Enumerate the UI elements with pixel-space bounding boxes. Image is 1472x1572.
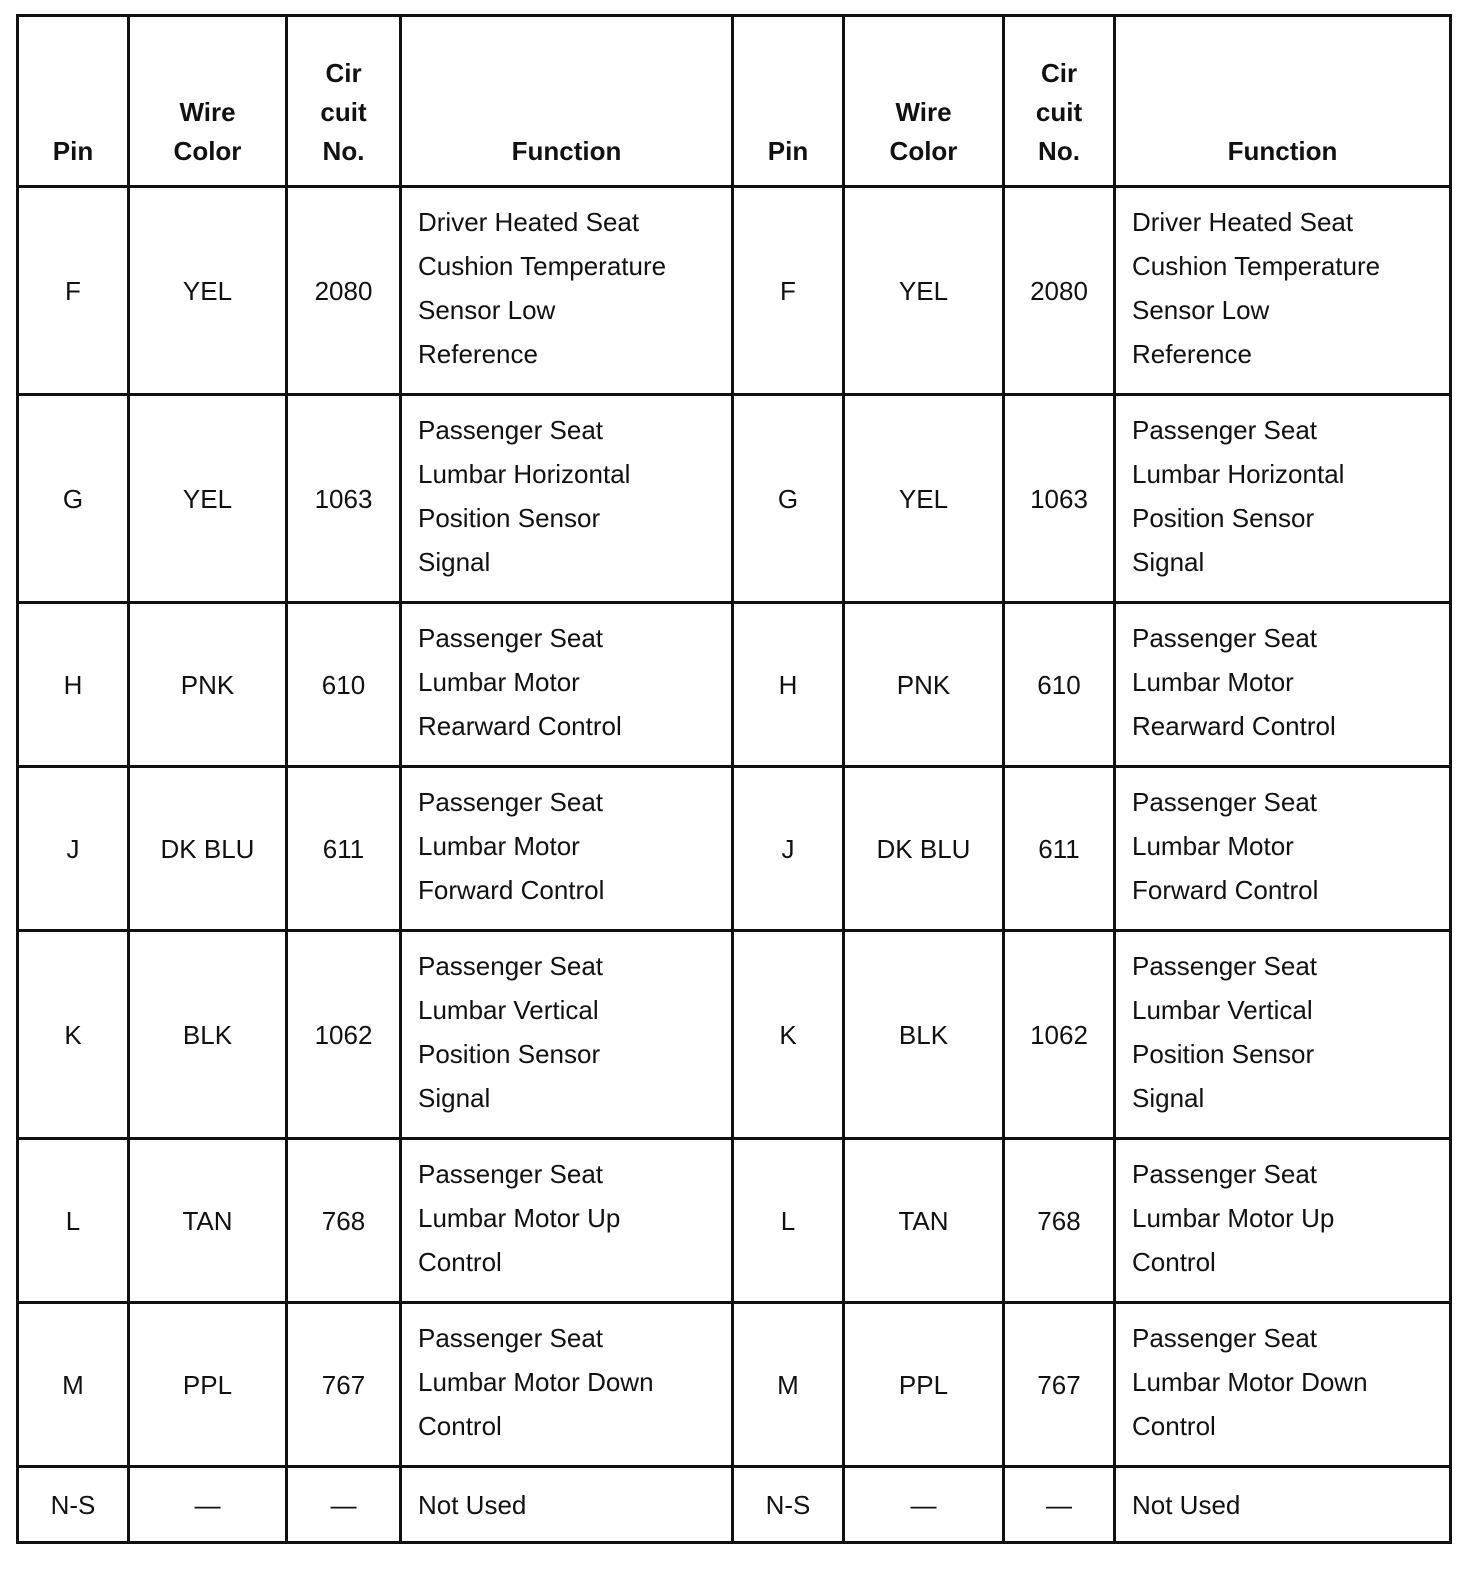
- header-circuit-no: [287, 16, 401, 187]
- function-cell: [1115, 931, 1451, 1139]
- circuit-number-cell: 1063: [287, 395, 401, 603]
- connector-pinout-table: [16, 14, 1452, 1544]
- wire-color-cell: —: [129, 1467, 287, 1543]
- circuit-number-cell: 1062: [1004, 931, 1115, 1139]
- header-wire-color-line2: Color: [889, 136, 958, 166]
- function-cell: [401, 1467, 733, 1543]
- pin-cell: K: [18, 931, 129, 1139]
- wire-color-cell: PPL: [129, 1303, 287, 1467]
- circuit-number-cell: 768: [287, 1139, 401, 1303]
- function-cell: [1115, 767, 1451, 931]
- wire-color-cell: PNK: [129, 603, 287, 767]
- circuit-number-cell: —: [1004, 1467, 1115, 1543]
- circuit-number-cell: —: [287, 1467, 401, 1543]
- function-line: Sensor Low: [418, 295, 556, 325]
- pin-cell: G: [733, 395, 844, 603]
- function-line: Forward Control: [1132, 875, 1319, 905]
- function-line: Not Used: [1132, 1489, 1241, 1520]
- pin-cell: H: [18, 603, 129, 767]
- function-cell: [1115, 603, 1451, 767]
- function-cell: [1115, 1467, 1451, 1543]
- function-cell: [1115, 1303, 1451, 1467]
- table-row: [18, 1467, 1451, 1543]
- circuit-number-cell: 768: [1004, 1139, 1115, 1303]
- header-pin-label: Pin: [767, 136, 809, 166]
- function-line: Reference: [418, 339, 538, 369]
- function-line: Control: [418, 1247, 502, 1277]
- header-wire-color-line1: Wire: [179, 97, 236, 127]
- wire-color-cell: DK BLU: [844, 767, 1004, 931]
- header-wire-color-line2: Color: [173, 136, 242, 166]
- table-row: [18, 395, 1451, 603]
- circuit-number-cell: 2080: [287, 187, 401, 395]
- function-line: Lumbar Motor: [1132, 667, 1294, 697]
- function-line: Lumbar Motor: [418, 831, 580, 861]
- function-line: Passenger Seat: [1132, 787, 1318, 817]
- function-line: Passenger Seat: [418, 415, 604, 445]
- header-function-right: [1115, 16, 1451, 187]
- pin-cell: M: [18, 1303, 129, 1467]
- function-line: Passenger Seat: [1132, 623, 1318, 653]
- function-line: Position Sensor: [1132, 1039, 1315, 1069]
- table-row: [18, 603, 1451, 767]
- function-cell: [401, 1303, 733, 1467]
- function-cell: [401, 187, 733, 395]
- pin-cell: N-S: [18, 1467, 129, 1543]
- wire-color-cell: TAN: [844, 1139, 1004, 1303]
- pin-cell: L: [18, 1139, 129, 1303]
- function-line: Rearward Control: [418, 711, 622, 741]
- header-circuit-line2: cuit: [320, 97, 367, 127]
- header-circuit-line1: Cir: [1040, 58, 1078, 88]
- function-line: Rearward Control: [1132, 711, 1336, 741]
- function-line: Lumbar Motor Up: [418, 1203, 621, 1233]
- pinout-body: [18, 187, 1451, 1543]
- pin-cell: G: [18, 395, 129, 603]
- pin-cell: H: [733, 603, 844, 767]
- header-function: [401, 16, 733, 187]
- function-line: Control: [418, 1411, 502, 1441]
- pin-cell: J: [733, 767, 844, 931]
- function-line: Lumbar Motor Up: [1132, 1203, 1335, 1233]
- function-line: Driver Heated Seat: [1132, 207, 1354, 237]
- circuit-number-cell: 611: [1004, 767, 1115, 931]
- table-row: [18, 767, 1451, 931]
- pin-cell: N-S: [733, 1467, 844, 1543]
- pin-cell: K: [733, 931, 844, 1139]
- function-line: Lumbar Horizontal: [1132, 459, 1345, 489]
- header-wire-color: [129, 16, 287, 187]
- circuit-number-cell: 1062: [287, 931, 401, 1139]
- function-line: Passenger Seat: [418, 1159, 604, 1189]
- pin-cell: L: [733, 1139, 844, 1303]
- function-line: Forward Control: [418, 875, 605, 905]
- function-line: Position Sensor: [418, 503, 601, 533]
- header-pin-right: [733, 16, 844, 187]
- function-line: Sensor Low: [1132, 295, 1270, 325]
- wire-color-cell: YEL: [129, 187, 287, 395]
- function-line: Passenger Seat: [418, 623, 604, 653]
- circuit-number-cell: 610: [1004, 603, 1115, 767]
- function-cell: [401, 931, 733, 1139]
- function-line: Passenger Seat: [1132, 415, 1318, 445]
- function-cell: [1115, 395, 1451, 603]
- header-circuit-line2: cuit: [1035, 97, 1083, 127]
- header-row: [18, 16, 1451, 187]
- function-line: Position Sensor: [1132, 503, 1315, 533]
- wire-color-cell: PNK: [844, 603, 1004, 767]
- wire-color-cell: DK BLU: [129, 767, 287, 931]
- function-line: Lumbar Vertical: [1132, 995, 1313, 1025]
- function-line: Signal: [1132, 547, 1205, 577]
- function-line: Driver Heated Seat: [418, 207, 640, 237]
- function-line: Passenger Seat: [1132, 951, 1318, 981]
- header-function-label: Function: [511, 136, 622, 166]
- circuit-number-cell: 1063: [1004, 395, 1115, 603]
- header-wire-color-line1: Wire: [895, 97, 952, 127]
- function-cell: [1115, 1139, 1451, 1303]
- header-function-label: Function: [1227, 136, 1338, 166]
- function-line: Signal: [418, 547, 491, 577]
- function-line: Passenger Seat: [418, 787, 604, 817]
- wire-color-cell: YEL: [129, 395, 287, 603]
- circuit-number-cell: 611: [287, 767, 401, 931]
- circuit-number-cell: 767: [287, 1303, 401, 1467]
- function-line: Passenger Seat: [1132, 1159, 1318, 1189]
- function-line: Lumbar Motor Down: [1132, 1367, 1368, 1397]
- function-line: Signal: [1132, 1083, 1205, 1113]
- function-line: Position Sensor: [418, 1039, 601, 1069]
- function-line: Passenger Seat: [1132, 1323, 1318, 1353]
- circuit-number-cell: 767: [1004, 1303, 1115, 1467]
- table-row: [18, 1139, 1451, 1303]
- wire-color-cell: BLK: [844, 931, 1004, 1139]
- table-row: [18, 1303, 1451, 1467]
- wire-color-cell: PPL: [844, 1303, 1004, 1467]
- header-pin: [18, 16, 129, 187]
- pin-cell: F: [733, 187, 844, 395]
- table-row: [18, 931, 1451, 1139]
- wire-color-cell: YEL: [844, 395, 1004, 603]
- pin-cell: M: [733, 1303, 844, 1467]
- function-line: Lumbar Motor Down: [418, 1367, 654, 1397]
- function-line: Passenger Seat: [418, 1323, 604, 1353]
- circuit-number-cell: 610: [287, 603, 401, 767]
- function-line: Reference: [1132, 339, 1252, 369]
- function-line: Control: [1132, 1411, 1216, 1441]
- function-line: Lumbar Motor: [1132, 831, 1294, 861]
- function-cell: [401, 395, 733, 603]
- function-line: Not Used: [418, 1489, 527, 1520]
- function-cell: [401, 603, 733, 767]
- function-cell: [401, 767, 733, 931]
- header-wire-color-right: [844, 16, 1004, 187]
- table-row: [18, 187, 1451, 395]
- function-cell: [1115, 187, 1451, 395]
- function-line: Cushion Temperature: [1132, 251, 1381, 281]
- wire-color-cell: —: [844, 1467, 1004, 1543]
- function-line: Signal: [418, 1083, 491, 1113]
- function-line: Lumbar Vertical: [418, 995, 599, 1025]
- function-cell: [401, 1139, 733, 1303]
- header-circuit-line3: No.: [1038, 136, 1080, 166]
- function-line: Lumbar Horizontal: [418, 459, 631, 489]
- header-circuit-no-right: [1004, 16, 1115, 187]
- header-circuit-line1: Cir: [325, 58, 362, 88]
- header-pin-label: Pin: [52, 136, 94, 166]
- circuit-number-cell: 2080: [1004, 187, 1115, 395]
- function-line: Passenger Seat: [418, 951, 604, 981]
- pin-cell: J: [18, 767, 129, 931]
- function-line: Cushion Temperature: [418, 251, 667, 281]
- wire-color-cell: BLK: [129, 931, 287, 1139]
- header-circuit-line3: No.: [322, 136, 365, 166]
- wire-color-cell: TAN: [129, 1139, 287, 1303]
- function-line: Lumbar Motor: [418, 667, 580, 697]
- function-line: Control: [1132, 1247, 1216, 1277]
- pin-cell: F: [18, 187, 129, 395]
- wire-color-cell: YEL: [844, 187, 1004, 395]
